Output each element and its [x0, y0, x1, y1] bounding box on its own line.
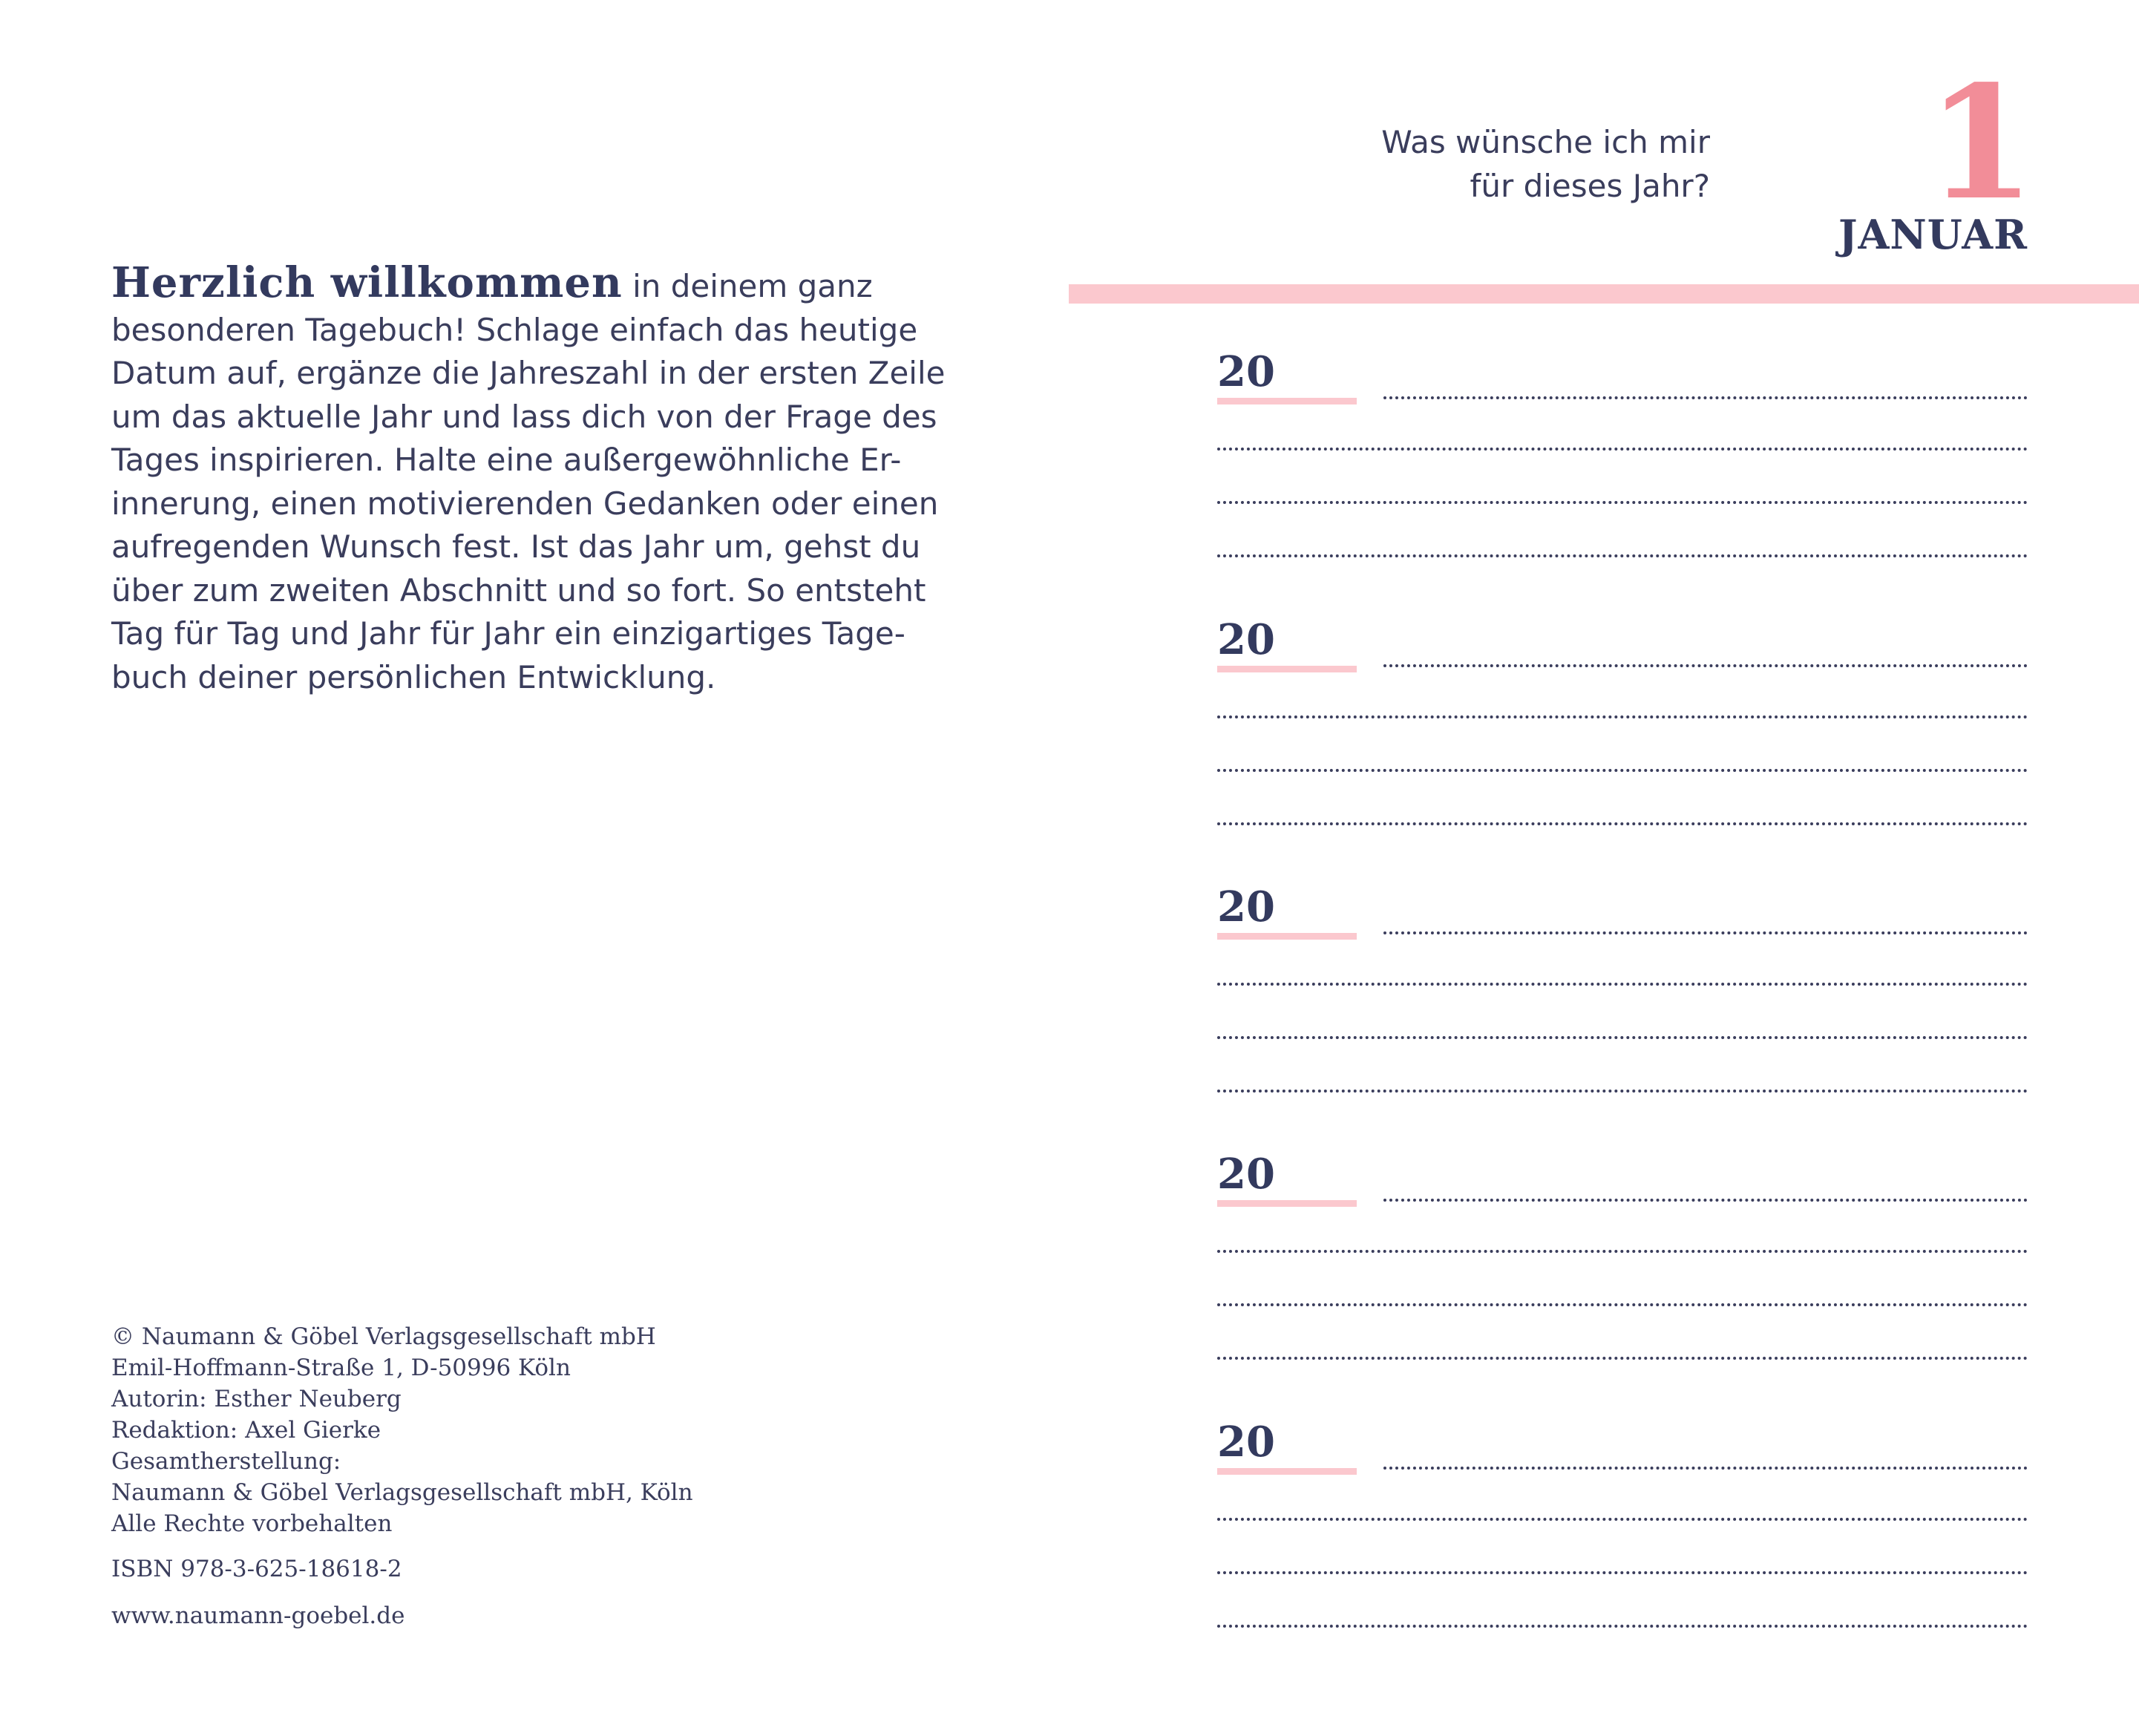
year-prefix: 20: [1217, 1150, 1275, 1199]
writing-line[interactable]: [1217, 1036, 2028, 1039]
writing-line[interactable]: [1383, 931, 2028, 934]
intro-line: Tag für Tag und Jahr für Jahr ein einzigartiges Tage-: [111, 615, 905, 652]
intro-line: besonderen Tagebuch! Schlage einfach das heutige: [111, 311, 918, 348]
writing-line[interactable]: [1217, 1571, 2028, 1574]
publisher-url: www.naumann-goebel.de: [111, 1602, 405, 1629]
daily-question-line: Was wünsche ich mir: [1381, 124, 1710, 160]
writing-line[interactable]: [1217, 1303, 2028, 1306]
isbn: ISBN 978-3-625-18618-2: [111, 1556, 402, 1582]
imprint-line: Gesamtherstellung:: [111, 1448, 341, 1475]
writing-line[interactable]: [1217, 715, 2028, 718]
writing-line[interactable]: [1383, 396, 2028, 399]
imprint-line: Autorin: Esther Neuberg: [111, 1386, 402, 1412]
journal-entry: [1217, 349, 2028, 571]
imprint-line: Alle Rechte vorbehalten: [111, 1510, 393, 1537]
intro-line-1: [111, 258, 913, 309]
writing-line[interactable]: [1383, 1199, 2028, 1202]
intro-line-1-rest: in deinem ganz: [622, 268, 873, 304]
journal-entry: [1217, 1151, 2028, 1374]
year-prefix: 20: [1217, 882, 1275, 931]
daily-question: [1381, 120, 1710, 208]
imprint-line: © Naumann & Göbel Verlagsgesellschaft mbH: [111, 1323, 656, 1350]
intro-line: über zum zweiten Abschnitt und so fort. So entsteht: [111, 571, 926, 609]
intro-line: innerung, einen motivierenden Gedanken oder einen: [111, 485, 939, 522]
year-underline: [1217, 666, 1357, 672]
year-prefix: 20: [1217, 347, 1275, 396]
intro-line: Tages inspirieren. Halte eine außergewöhnliche Er-: [111, 442, 902, 478]
writing-line[interactable]: [1383, 664, 2028, 667]
writing-line[interactable]: [1217, 769, 2028, 772]
writing-line[interactable]: [1217, 822, 2028, 825]
year-underline: [1217, 1200, 1357, 1207]
intro-text: [111, 258, 946, 699]
writing-line[interactable]: [1217, 1090, 2028, 1093]
month-name: JANUAR: [1838, 211, 2028, 258]
writing-line[interactable]: [1217, 554, 2028, 557]
journal-entry: [1217, 1419, 2028, 1642]
daily-question-line: für dieses Jahr?: [1470, 168, 1710, 204]
writing-line[interactable]: [1217, 501, 2028, 504]
imprint: [111, 1321, 779, 1631]
writing-line[interactable]: [1217, 983, 2028, 986]
intro-line: Datum auf, ergänze die Jahreszahl in der ersten Zeile: [111, 355, 946, 391]
intro-headline: Herzlich willkommen: [111, 258, 623, 307]
writing-line[interactable]: [1217, 1625, 2028, 1628]
year-prefix: 20: [1217, 1418, 1275, 1467]
writing-line[interactable]: [1383, 1467, 2028, 1470]
writing-line[interactable]: [1217, 1518, 2028, 1521]
writing-line[interactable]: [1217, 448, 2028, 451]
intro-line: aufregenden Wunsch fest. Ist das Jahr um, gehst du: [111, 528, 921, 565]
journal-entry: [1217, 884, 2028, 1107]
imprint-line: Emil-Hoffmann-Straße 1, D-50996 Köln: [111, 1355, 571, 1381]
day-number: 1: [1927, 51, 2036, 235]
imprint-line: Redaktion: Axel Gierke: [111, 1417, 381, 1444]
journal-entry: [1217, 617, 2028, 839]
writing-line[interactable]: [1217, 1357, 2028, 1360]
header-rule: [1069, 284, 2139, 304]
year-prefix: 20: [1217, 615, 1275, 664]
imprint-line: Naumann & Göbel Verlagsgesellschaft mbH, Köln: [111, 1479, 693, 1506]
year-underline: [1217, 933, 1357, 940]
writing-line[interactable]: [1217, 1250, 2028, 1253]
intro-line: buch deiner persönlichen Entwicklung.: [111, 658, 716, 695]
year-underline: [1217, 1468, 1357, 1475]
year-underline: [1217, 398, 1357, 404]
intro-line: um das aktuelle Jahr und lass dich von der Frage des: [111, 398, 937, 435]
